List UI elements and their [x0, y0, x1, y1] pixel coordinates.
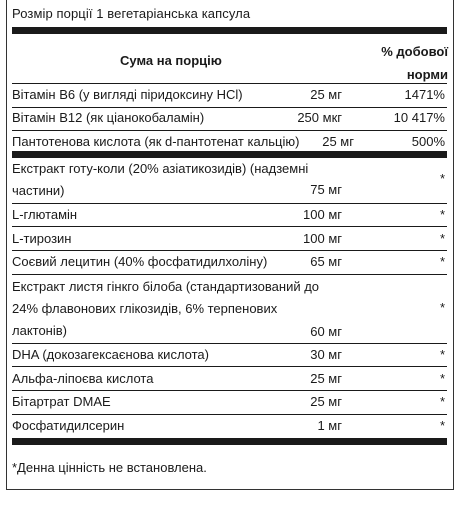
nutrient-name: Вітамін B6 (у вигляді піридоксину HCl): [12, 87, 243, 102]
row-divider: [12, 250, 447, 251]
nutrient-amount: 60 мг: [310, 324, 342, 339]
nutrient-dv: 1471%: [404, 87, 445, 102]
nutrient-amount: 1 мг: [317, 418, 342, 433]
nutrient-amount: 25 мг: [310, 394, 342, 409]
nutrient-name: [12, 276, 319, 342]
header-dv-line1: % добової: [381, 44, 448, 59]
nutrient-dv: *: [439, 254, 445, 269]
nutrient-name: L-глютамін: [12, 207, 78, 222]
nutrient-dv: *: [439, 418, 445, 433]
nutrient-dv: 500%: [411, 134, 445, 149]
nutrient-name: Соєвий лецитин (40% фосфатидилхоліну): [12, 254, 268, 269]
nutrient-name-line: Екстракт листя гінкго білоба (стандартизований до: [12, 279, 320, 294]
nutrient-name: [12, 158, 308, 202]
nutrient-dv: *: [439, 371, 445, 386]
header-amount-per-serving: Сума на порцію: [120, 53, 222, 68]
nutrient-amount: 100 мг: [303, 207, 342, 222]
row-divider: [12, 203, 447, 204]
nutrient-name: Бітартрат DMAE: [12, 394, 111, 409]
nutrient-dv: *: [439, 171, 445, 186]
row-divider: [12, 130, 447, 131]
nutrient-name: DHA (докозагексаєнова кислота): [12, 347, 209, 362]
header-daily-value: [381, 40, 448, 86]
row-divider: [12, 390, 447, 391]
nutrient-amount: 100 мг: [303, 231, 342, 246]
divider-thick-bottom: [12, 438, 447, 445]
serving-size: Розмір порції 1 вегетаріанська капсула: [12, 6, 251, 21]
row-divider: [12, 107, 447, 108]
nutrient-name-line: Екстракт готу-коли (20% азіатикозидів) (надземні: [12, 161, 309, 176]
nutrient-row: [12, 276, 447, 342]
row-divider: [12, 226, 447, 227]
nutrient-name-line: лактонів): [12, 323, 67, 338]
nutrient-amount: 75 мг: [310, 182, 342, 197]
row-divider: [12, 366, 447, 367]
nutrient-amount: 25 мг: [310, 87, 342, 102]
nutrient-name: Фосфатидилсерин: [12, 418, 125, 433]
nutrient-dv: *: [439, 394, 445, 409]
nutrient-dv: *: [439, 347, 445, 362]
header-dv-line2: норми: [406, 67, 448, 82]
nutrient-dv: *: [439, 207, 445, 222]
nutrient-dv: 10 417%: [393, 110, 445, 125]
divider-header: [12, 83, 447, 84]
nutrient-name: Вітамін B12 (як ціанокобаламін): [12, 110, 205, 125]
nutrient-amount: 30 мг: [310, 347, 342, 362]
footnote: *Денна цінність не встановлена.: [12, 460, 207, 475]
nutrient-name-line: частини): [12, 183, 65, 198]
nutrient-name: L-тирозин: [12, 231, 72, 246]
divider-thick-middle: [12, 151, 447, 158]
nutrient-row: [12, 158, 447, 202]
divider-thick-top: [12, 27, 447, 34]
nutrient-name: Альфа-ліпоєва кислота: [12, 371, 154, 386]
row-divider: [12, 343, 447, 344]
nutrient-amount: 250 мкг: [297, 110, 342, 125]
nutrient-amount: 65 мг: [310, 254, 342, 269]
row-divider: [12, 274, 447, 275]
nutrient-name-line: 24% флавонових глікозидів, 6% терпенових: [12, 301, 278, 316]
row-divider: [12, 414, 447, 415]
nutrient-dv: *: [439, 300, 445, 315]
nutrient-dv: *: [439, 231, 445, 246]
nutrient-name: Пантотенова кислота (як d-пантотенат кальцію): [12, 134, 300, 149]
nutrient-amount: 25 мг: [310, 371, 342, 386]
nutrient-amount: 25 мг: [322, 134, 354, 149]
